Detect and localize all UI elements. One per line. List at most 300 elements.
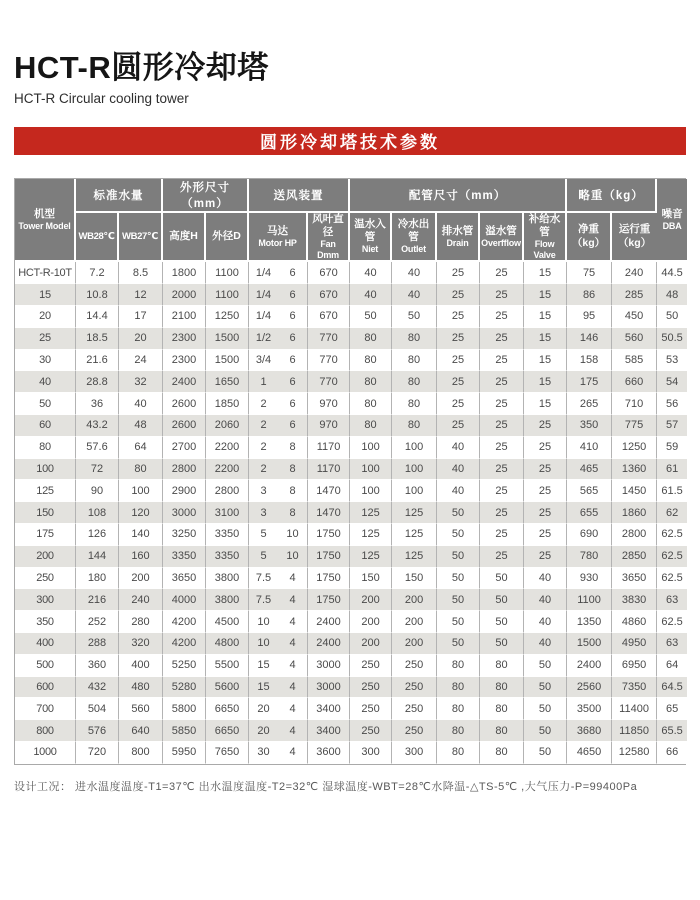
table-cell: 100 bbox=[392, 437, 437, 459]
table-cell: 2300 bbox=[163, 350, 206, 372]
table-cell bbox=[249, 698, 308, 720]
table-cell: 970 bbox=[308, 393, 350, 415]
table-cell: 50 bbox=[437, 589, 480, 611]
table-cell: 720 bbox=[76, 742, 119, 764]
table-cell: 710 bbox=[612, 393, 657, 415]
table-cell: 560 bbox=[119, 698, 163, 720]
table-cell bbox=[249, 677, 308, 699]
table-cell: 1860 bbox=[612, 502, 657, 524]
table-cell: 15 bbox=[524, 284, 567, 306]
table-cell: 7650 bbox=[206, 742, 249, 764]
table-cell: 21.6 bbox=[76, 350, 119, 372]
table-row bbox=[15, 393, 687, 415]
table-cell: 3100 bbox=[206, 502, 249, 524]
table-cell bbox=[249, 589, 308, 611]
table-cell: 62 bbox=[657, 502, 687, 524]
table-cell: 4950 bbox=[612, 633, 657, 655]
table-cell: 25 bbox=[480, 371, 524, 393]
table-cell: 1750 bbox=[308, 589, 350, 611]
motor-value: 4 bbox=[289, 681, 296, 694]
motor-value: 6 bbox=[289, 397, 296, 410]
table-cell: 5280 bbox=[163, 677, 206, 699]
table-cell: 25 bbox=[437, 350, 480, 372]
spec-table bbox=[15, 179, 687, 764]
table-cell: 50 bbox=[350, 306, 392, 328]
table-cell: 62.5 bbox=[657, 546, 687, 568]
table-cell: 3600 bbox=[308, 742, 350, 764]
table-cell: 3650 bbox=[612, 568, 657, 590]
table-cell: 3830 bbox=[612, 589, 657, 611]
motor-value: 1/2 bbox=[255, 332, 272, 345]
table-cell: 80 bbox=[350, 371, 392, 393]
table-cell: 80 bbox=[392, 371, 437, 393]
page-subtitle: HCT-R Circular cooling tower bbox=[14, 90, 189, 106]
table-row bbox=[15, 720, 687, 742]
col-header-net-weight: 净重 （kg） bbox=[567, 213, 612, 263]
table-cell: 100 bbox=[350, 459, 392, 481]
table-cell: 3250 bbox=[163, 524, 206, 546]
table-cell: 125 bbox=[350, 524, 392, 546]
table-cell: 1750 bbox=[308, 546, 350, 568]
spec-table-body bbox=[15, 262, 687, 763]
motor-value: 6 bbox=[289, 332, 296, 345]
table-cell: 75 bbox=[567, 262, 612, 284]
table-row bbox=[15, 655, 687, 677]
motor-value: 20 bbox=[257, 724, 270, 737]
col-header-outlet: 冷水出管 Outlet bbox=[392, 213, 437, 263]
table-cell: 25 bbox=[480, 415, 524, 437]
table-cell: 62.5 bbox=[657, 568, 687, 590]
table-cell: 63 bbox=[657, 633, 687, 655]
table-cell: 25 bbox=[480, 284, 524, 306]
table-row bbox=[15, 350, 687, 372]
table-cell: 280 bbox=[119, 611, 163, 633]
table-cell: 250 bbox=[392, 698, 437, 720]
table-cell: 2200 bbox=[206, 459, 249, 481]
table-cell: 3350 bbox=[206, 546, 249, 568]
table-cell: 6950 bbox=[612, 655, 657, 677]
motor-value: 10 bbox=[257, 615, 270, 628]
table-cell: 576 bbox=[76, 720, 119, 742]
table-cell: 126 bbox=[76, 524, 119, 546]
table-cell: 100 bbox=[392, 480, 437, 502]
motor-value: 8 bbox=[289, 441, 296, 454]
col-header-overflow: 溢水管 Overfflow bbox=[480, 213, 524, 263]
motor-value: 6 bbox=[289, 310, 296, 323]
table-cell: 240 bbox=[119, 589, 163, 611]
table-cell: 50 bbox=[480, 611, 524, 633]
table-row bbox=[15, 371, 687, 393]
motor-value: 6 bbox=[289, 288, 296, 301]
table-cell: 3680 bbox=[567, 720, 612, 742]
table-cell: 40 bbox=[392, 284, 437, 306]
motor-value: 5 bbox=[260, 528, 267, 541]
motor-value: 8 bbox=[289, 463, 296, 476]
table-cell: 56 bbox=[657, 393, 687, 415]
table-cell: 1650 bbox=[206, 371, 249, 393]
table-cell bbox=[249, 328, 308, 350]
table-cell: 800 bbox=[119, 742, 163, 764]
table-cell: 50 bbox=[524, 655, 567, 677]
table-cell: 125 bbox=[392, 502, 437, 524]
table-cell: 320 bbox=[119, 633, 163, 655]
table-cell: 3400 bbox=[308, 720, 350, 742]
table-cell: 670 bbox=[308, 284, 350, 306]
table-cell: 1500 bbox=[206, 350, 249, 372]
table-cell: 12580 bbox=[612, 742, 657, 764]
table-cell: 48 bbox=[119, 415, 163, 437]
table-cell: 25 bbox=[524, 546, 567, 568]
model-cell: 25 bbox=[15, 328, 76, 350]
table-cell: 158 bbox=[567, 350, 612, 372]
motor-value: 6 bbox=[289, 266, 296, 279]
table-cell: 43.2 bbox=[76, 415, 119, 437]
motor-value: 4 bbox=[289, 593, 296, 606]
table-cell: 40 bbox=[392, 262, 437, 284]
motor-value: 7.5 bbox=[255, 572, 272, 585]
table-cell: 50 bbox=[524, 742, 567, 764]
col-group-fan-unit: 送风装置 bbox=[249, 179, 350, 213]
table-cell: 265 bbox=[567, 393, 612, 415]
table-cell: 25 bbox=[480, 328, 524, 350]
motor-value: 2 bbox=[260, 441, 267, 454]
col-header-fan-diameter: 风叶直径 Fan Dmm bbox=[308, 213, 350, 263]
table-row bbox=[15, 262, 687, 284]
table-cell: 1350 bbox=[567, 611, 612, 633]
table-cell: 25 bbox=[480, 262, 524, 284]
table-cell: 80 bbox=[437, 677, 480, 699]
design-conditions-note: 设计工况： 进水温度温度-T1=37℃ 出水温度温度-T2=32℃ 湿球温度-WBT=28℃水降温-△TS-5℃ ,大气压力-P=99400Pa bbox=[14, 780, 638, 793]
table-row bbox=[15, 306, 687, 328]
table-cell: 125 bbox=[350, 502, 392, 524]
table-cell: 200 bbox=[119, 568, 163, 590]
table-cell: 5250 bbox=[163, 655, 206, 677]
model-cell: 700 bbox=[15, 698, 76, 720]
table-cell: 40 bbox=[350, 284, 392, 306]
table-cell: 2800 bbox=[612, 524, 657, 546]
table-cell: 40 bbox=[524, 568, 567, 590]
motor-value: 3/4 bbox=[255, 354, 272, 367]
col-group-dimensions: 外形尺寸（mm） bbox=[163, 179, 249, 213]
table-cell: 40 bbox=[524, 589, 567, 611]
model-cell: 200 bbox=[15, 546, 76, 568]
table-cell: 50 bbox=[524, 677, 567, 699]
table-cell: 3800 bbox=[206, 589, 249, 611]
model-cell: 60 bbox=[15, 415, 76, 437]
table-cell: 12 bbox=[119, 284, 163, 306]
table-cell: 4650 bbox=[567, 742, 612, 764]
table-cell: 300 bbox=[350, 742, 392, 764]
col-header-wb28: WB28℃ bbox=[76, 213, 119, 263]
table-cell: 2700 bbox=[163, 437, 206, 459]
table-cell: 300 bbox=[392, 742, 437, 764]
table-cell: 80 bbox=[392, 393, 437, 415]
table-cell: 5950 bbox=[163, 742, 206, 764]
model-cell: 350 bbox=[15, 611, 76, 633]
page-title: HCT-R圆形冷却塔 bbox=[14, 50, 269, 85]
model-cell: 500 bbox=[15, 655, 76, 677]
table-cell: 80 bbox=[480, 698, 524, 720]
model-cell: 20 bbox=[15, 306, 76, 328]
table-cell: 200 bbox=[392, 611, 437, 633]
table-cell: 2400 bbox=[308, 611, 350, 633]
table-cell: 250 bbox=[350, 698, 392, 720]
table-cell: 1850 bbox=[206, 393, 249, 415]
table-cell: 930 bbox=[567, 568, 612, 590]
table-cell: 28.8 bbox=[76, 371, 119, 393]
motor-value: 4 bbox=[289, 659, 296, 672]
table-cell: 25 bbox=[524, 524, 567, 546]
table-cell bbox=[249, 611, 308, 633]
table-cell: 50 bbox=[437, 546, 480, 568]
table-cell: 3500 bbox=[567, 698, 612, 720]
table-cell: 4860 bbox=[612, 611, 657, 633]
table-cell: 200 bbox=[350, 633, 392, 655]
table-row bbox=[15, 568, 687, 590]
table-cell: 95 bbox=[567, 306, 612, 328]
table-cell: 100 bbox=[119, 480, 163, 502]
table-cell: 80 bbox=[392, 328, 437, 350]
motor-value: 1 bbox=[260, 375, 267, 388]
table-cell: 25 bbox=[437, 284, 480, 306]
table-cell: 25 bbox=[480, 306, 524, 328]
table-cell: 410 bbox=[567, 437, 612, 459]
table-row bbox=[15, 437, 687, 459]
table-cell: 2300 bbox=[163, 328, 206, 350]
table-cell: 216 bbox=[76, 589, 119, 611]
table-row bbox=[15, 589, 687, 611]
table-cell: 11850 bbox=[612, 720, 657, 742]
table-cell: 1470 bbox=[308, 502, 350, 524]
model-cell: 80 bbox=[15, 437, 76, 459]
table-cell: 40 bbox=[437, 459, 480, 481]
model-cell: 125 bbox=[15, 480, 76, 502]
table-cell: 15 bbox=[524, 393, 567, 415]
table-cell: 640 bbox=[119, 720, 163, 742]
table-cell: 2900 bbox=[163, 480, 206, 502]
table-cell: 1170 bbox=[308, 459, 350, 481]
table-cell: 2060 bbox=[206, 415, 249, 437]
table-cell: 2400 bbox=[163, 371, 206, 393]
table-cell: 25 bbox=[480, 502, 524, 524]
table-cell: 25 bbox=[437, 262, 480, 284]
table-cell: 1750 bbox=[308, 524, 350, 546]
table-cell: 57.6 bbox=[76, 437, 119, 459]
col-group-standard-water: 标准水量 bbox=[76, 179, 163, 213]
table-cell: 1360 bbox=[612, 459, 657, 481]
table-cell: 50 bbox=[437, 633, 480, 655]
model-cell: 100 bbox=[15, 459, 76, 481]
table-row bbox=[15, 546, 687, 568]
table-cell: 4500 bbox=[206, 611, 249, 633]
motor-value: 7.5 bbox=[255, 593, 272, 606]
table-cell bbox=[249, 480, 308, 502]
motor-value: 1/4 bbox=[255, 288, 272, 301]
table-cell: 80 bbox=[392, 350, 437, 372]
table-cell: 100 bbox=[392, 459, 437, 481]
table-row bbox=[15, 611, 687, 633]
table-cell: 72 bbox=[76, 459, 119, 481]
table-cell: 63 bbox=[657, 589, 687, 611]
table-cell: 1500 bbox=[567, 633, 612, 655]
table-cell: 25 bbox=[480, 393, 524, 415]
motor-value: 20 bbox=[257, 702, 270, 715]
table-cell: 2400 bbox=[567, 655, 612, 677]
table-cell: 250 bbox=[350, 655, 392, 677]
table-row bbox=[15, 633, 687, 655]
table-cell: 100 bbox=[350, 480, 392, 502]
table-cell: 25 bbox=[437, 393, 480, 415]
table-cell bbox=[249, 350, 308, 372]
table-cell: 3350 bbox=[163, 546, 206, 568]
table-cell: 25 bbox=[480, 437, 524, 459]
table-cell bbox=[249, 284, 308, 306]
table-cell: 25 bbox=[480, 350, 524, 372]
table-cell: 50 bbox=[392, 306, 437, 328]
table-cell: 65.5 bbox=[657, 720, 687, 742]
table-cell: 146 bbox=[567, 328, 612, 350]
col-header-drain: 排水管 Drain bbox=[437, 213, 480, 263]
section-banner bbox=[14, 127, 686, 155]
table-cell: 4000 bbox=[163, 589, 206, 611]
table-cell: 80 bbox=[392, 415, 437, 437]
col-header-diameter: 外径D bbox=[206, 213, 249, 263]
table-cell: 80 bbox=[480, 720, 524, 742]
motor-value: 8 bbox=[289, 506, 296, 519]
table-cell: 2560 bbox=[567, 677, 612, 699]
motor-value: 4 bbox=[289, 572, 296, 585]
spec-table-container bbox=[14, 178, 686, 765]
table-cell: 360 bbox=[76, 655, 119, 677]
table-cell: 40 bbox=[437, 437, 480, 459]
table-cell: 80 bbox=[437, 720, 480, 742]
table-cell: 25 bbox=[524, 480, 567, 502]
table-cell: 7.2 bbox=[76, 262, 119, 284]
table-cell: 18.5 bbox=[76, 328, 119, 350]
table-cell: 970 bbox=[308, 415, 350, 437]
model-cell: 300 bbox=[15, 589, 76, 611]
table-cell: 14.4 bbox=[76, 306, 119, 328]
motor-value: 10 bbox=[286, 550, 299, 563]
table-cell: 40 bbox=[524, 633, 567, 655]
table-cell: 160 bbox=[119, 546, 163, 568]
table-cell: 125 bbox=[350, 546, 392, 568]
table-cell: 3650 bbox=[163, 568, 206, 590]
table-cell: 15 bbox=[524, 262, 567, 284]
table-row bbox=[15, 284, 687, 306]
motor-value: 2 bbox=[260, 397, 267, 410]
table-cell bbox=[249, 459, 308, 481]
table-cell: 25 bbox=[437, 328, 480, 350]
table-cell: 57 bbox=[657, 415, 687, 437]
table-cell: 6650 bbox=[206, 698, 249, 720]
motor-value: 4 bbox=[289, 637, 296, 650]
table-cell: 15 bbox=[524, 350, 567, 372]
table-cell: 50 bbox=[480, 568, 524, 590]
table-cell: 59 bbox=[657, 437, 687, 459]
table-row bbox=[15, 415, 687, 437]
table-cell: 62.5 bbox=[657, 611, 687, 633]
table-cell: 50 bbox=[437, 611, 480, 633]
table-cell: 144 bbox=[76, 546, 119, 568]
table-cell: 1750 bbox=[308, 568, 350, 590]
model-cell: 1000 bbox=[15, 742, 76, 764]
model-cell: 50 bbox=[15, 393, 76, 415]
motor-value: 6 bbox=[289, 419, 296, 432]
table-cell: 1100 bbox=[206, 284, 249, 306]
table-cell: 62.5 bbox=[657, 524, 687, 546]
motor-value: 30 bbox=[257, 746, 270, 759]
col-header-running-weight: 运行重 （kg） bbox=[612, 213, 657, 263]
col-header-makeup-valve: 补给水管 Flow Valve bbox=[524, 213, 567, 263]
table-cell: 25 bbox=[524, 415, 567, 437]
motor-value: 4 bbox=[289, 724, 296, 737]
table-cell: 25 bbox=[437, 415, 480, 437]
table-cell bbox=[249, 371, 308, 393]
table-cell: 80 bbox=[119, 459, 163, 481]
table-cell: 50 bbox=[437, 568, 480, 590]
table-cell: 86 bbox=[567, 284, 612, 306]
table-row bbox=[15, 502, 687, 524]
table-cell: 50 bbox=[657, 306, 687, 328]
table-cell: 5600 bbox=[206, 677, 249, 699]
table-cell: 61.5 bbox=[657, 480, 687, 502]
table-cell: 50 bbox=[524, 698, 567, 720]
table-cell: 80 bbox=[350, 393, 392, 415]
table-cell: 770 bbox=[308, 350, 350, 372]
col-header-noise: 噪音 DBA bbox=[657, 179, 687, 263]
model-cell: HCT-R-10T bbox=[15, 262, 76, 284]
motor-value: 1/4 bbox=[255, 310, 272, 323]
table-cell: 2800 bbox=[206, 480, 249, 502]
table-cell: 504 bbox=[76, 698, 119, 720]
table-cell: 770 bbox=[308, 371, 350, 393]
table-cell: 50.5 bbox=[657, 328, 687, 350]
table-cell: 585 bbox=[612, 350, 657, 372]
table-cell: 40 bbox=[350, 262, 392, 284]
table-cell: 54 bbox=[657, 371, 687, 393]
table-cell: 5800 bbox=[163, 698, 206, 720]
table-cell: 1470 bbox=[308, 480, 350, 502]
table-cell: 50 bbox=[437, 502, 480, 524]
table-cell: 17 bbox=[119, 306, 163, 328]
table-cell: 125 bbox=[392, 546, 437, 568]
table-cell: 250 bbox=[392, 677, 437, 699]
motor-value: 2 bbox=[260, 419, 267, 432]
motor-value: 6 bbox=[289, 354, 296, 367]
model-cell: 150 bbox=[15, 502, 76, 524]
motor-value: 4 bbox=[289, 746, 296, 759]
table-cell: 80 bbox=[437, 698, 480, 720]
table-cell: 120 bbox=[119, 502, 163, 524]
table-cell: 25 bbox=[524, 437, 567, 459]
table-row bbox=[15, 742, 687, 764]
table-cell bbox=[249, 655, 308, 677]
table-cell: 400 bbox=[119, 655, 163, 677]
table-cell: 80 bbox=[480, 742, 524, 764]
table-cell: 250 bbox=[392, 655, 437, 677]
table-cell: 4200 bbox=[163, 633, 206, 655]
motor-value: 1/4 bbox=[255, 266, 272, 279]
table-cell: 40 bbox=[524, 611, 567, 633]
table-cell: 25 bbox=[480, 546, 524, 568]
table-cell: 775 bbox=[612, 415, 657, 437]
table-cell: 25 bbox=[524, 459, 567, 481]
table-cell: 2000 bbox=[163, 284, 206, 306]
table-cell: 150 bbox=[392, 568, 437, 590]
header-group-row bbox=[15, 179, 687, 213]
table-cell: 3350 bbox=[206, 524, 249, 546]
